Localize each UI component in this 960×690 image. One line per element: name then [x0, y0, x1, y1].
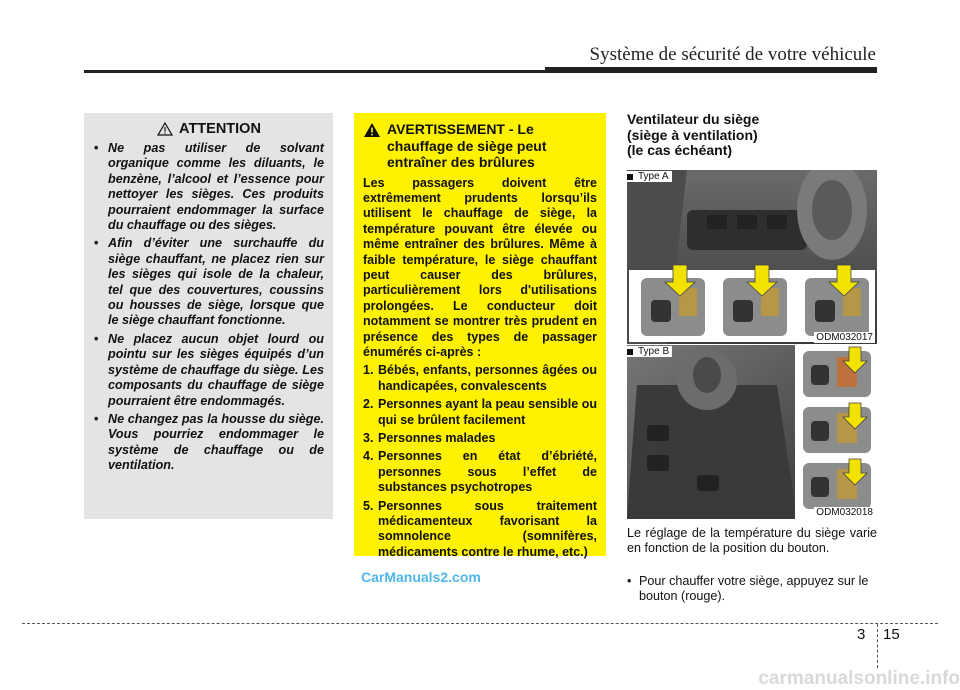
type-a-tag: [627, 171, 672, 182]
warning-item-text: Bébés, enfants, personnes âgées ou handicapées, convalescents: [378, 363, 597, 393]
warning-item: [363, 449, 597, 495]
warning-item: [363, 499, 597, 561]
type-b-code: ODM032018: [816, 507, 873, 518]
caution-title-text: ATTENTION: [179, 121, 261, 137]
warning-item-text: Personnes sous traitement médicamenteux favorisant la somnolence (somnifères, médicaments contre le rhume, etc.): [378, 498, 597, 559]
warning-item-text: Personnes en état d’ébriété, personnes sous l’effet de substances psychotropes: [378, 449, 597, 495]
warning-item-num: 3.: [363, 431, 374, 445]
type-a-code: ODM032017: [816, 332, 873, 343]
body-bullet: • Pour chauffer votre siège, appuyez sur le bouton (rouge).: [627, 574, 877, 604]
caution-list: [94, 141, 324, 474]
caution-item: • Ne pas utiliser de solvant organique comme les diluants, le benzène, l’alcool et l’essence pour nettoyer les sièges. Ces produits pourraient endommager la surface du chauffage ou des sièges.: [94, 141, 324, 233]
body-paragraph: Le réglage de la température du siège varie en fonction de la position du bouton.: [627, 526, 877, 555]
page-number: 15: [883, 626, 900, 643]
site-watermark: carmanualsonline.info: [758, 668, 960, 689]
warning-item-num: 2.: [363, 397, 374, 412]
section-heading: Ventilateur du siège (siège à ventilation) (le cas échéant): [627, 111, 760, 158]
console-photo-b-icon: [627, 345, 877, 519]
warning-intro: Les passagers doivent être extrêmement prudents lorsqu’ils utilisent le chauffage de siège, la température pouvant être élevée ou même entraîner des brûlures. Même à faible température, le siège chauffant peut causer des brûlures, particulièrement lors d'utilisations prolongées. Le conducteur doit notamment se montrer très prudent en présence des types de passager énumérés ci-après :: [363, 175, 597, 359]
warning-list: [363, 363, 597, 560]
square-bullet-icon: [627, 349, 633, 355]
watermark-link[interactable]: CarManuals2.com: [361, 569, 481, 585]
warning-item: [363, 363, 597, 394]
chapter-number: 3: [857, 626, 866, 643]
warning-item-text: Personnes malades: [378, 431, 496, 445]
warning-title-text: AVERTISSEMENT - Le chauffage de siège peut entraîner des brûlures: [387, 121, 547, 170]
type-b-image: [627, 345, 877, 519]
warning-item-text: Personnes ayant la peau sensible ou qui se brûlent facilement: [378, 397, 597, 427]
warning-item-num: 4.: [363, 449, 374, 464]
type-a-label: Type A: [638, 171, 669, 182]
warning-item: [363, 431, 597, 446]
warning-filled-triangle-icon: [363, 122, 381, 138]
section-header-title: Système de sécurité de votre véhicule: [589, 44, 876, 65]
caution-item: • Ne changez pas la housse du siège. Vous pourriez endommager le système de chauffage ou de ventilation.: [94, 412, 324, 474]
console-photo-a-icon: [627, 170, 877, 344]
caution-title: [94, 121, 324, 137]
warning-triangle-icon: [157, 122, 173, 136]
type-b-label: Type B: [638, 346, 670, 357]
header-rule-accent: [545, 67, 877, 73]
warning-item-num: 5.: [363, 498, 374, 513]
warning-item: [363, 397, 597, 428]
caution-item: • Ne placez aucun objet lourd ou pointu sur les sièges équipés d’un système de chauffage du siège. Les composants du chauffage de siège pourraient être endommagés.: [94, 332, 324, 409]
warning-box: [354, 113, 606, 559]
square-bullet-icon: [627, 174, 633, 180]
footer-dashed-rule: [22, 623, 938, 624]
type-b-tag: [627, 346, 672, 357]
caution-item: • Afin d’éviter une surchauffe du siège chauffant, ne placez rien sur les sièges qui isole de la chaleur, tel que des couvertures, coussins ou housses de siège, lorsque que le siège chauffant fonctionne.: [94, 236, 324, 328]
warning-item-num: 1.: [363, 363, 374, 378]
page-number-divider: [877, 624, 878, 668]
warning-title: [363, 121, 597, 171]
caution-box: [84, 113, 333, 519]
type-a-image: [627, 170, 877, 344]
